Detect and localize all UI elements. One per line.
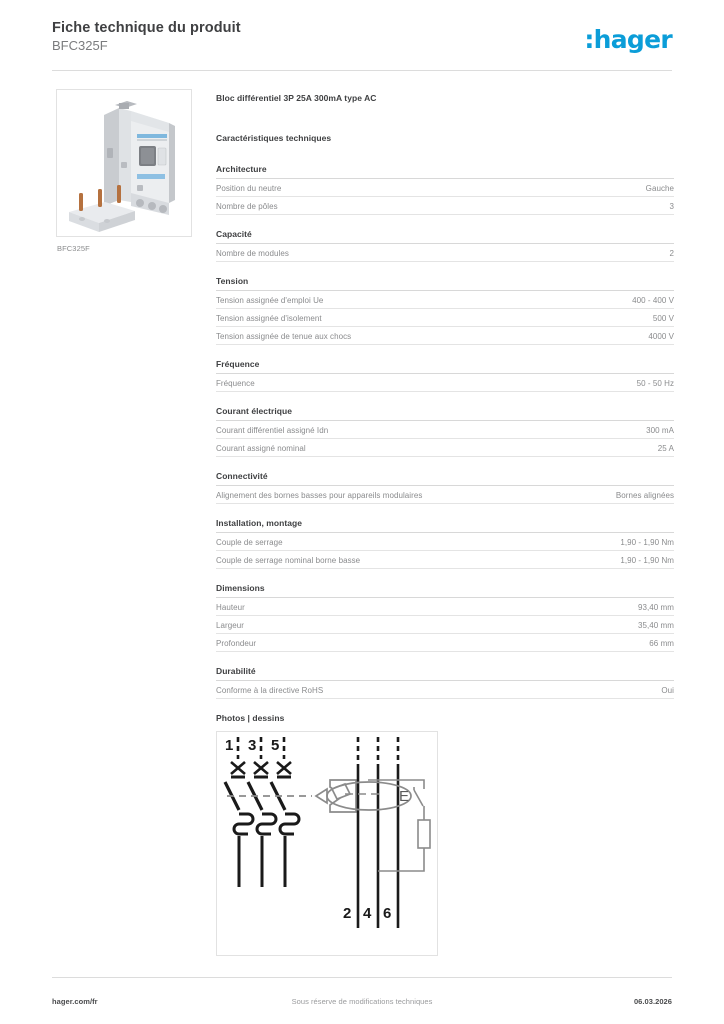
row-label: Largeur (216, 620, 244, 630)
section-title: Durabilité (216, 666, 674, 681)
row-label: Fréquence (216, 378, 255, 388)
table-row (216, 533, 674, 551)
hager-logo[interactable]: :hager (584, 25, 672, 54)
spec-section-courant-electrique (216, 406, 674, 457)
footer-website-link[interactable]: hager.com/fr (52, 997, 98, 1006)
terminal-label-3: 3 (248, 737, 257, 754)
row-value: 500 V (652, 313, 674, 323)
product-photo-image (57, 90, 191, 236)
table-row (216, 421, 674, 439)
row-label: Profondeur (216, 638, 257, 648)
footer-date: 06.03.2026 (633, 997, 672, 1006)
table-row (216, 197, 674, 215)
table-row (216, 439, 674, 457)
row-label: Position du neutre (216, 183, 282, 193)
spec-section-capacite (216, 229, 674, 262)
product-name: Bloc différentiel 3P 25A 300mA type AC (216, 93, 377, 103)
spec-heading: Caractéristiques techniques (216, 133, 332, 143)
table-row (216, 179, 674, 197)
row-value: 1,90 - 1,90 Nm (620, 555, 674, 565)
wiring-diagram-box (216, 731, 438, 956)
terminal-label-2: 2 (343, 905, 352, 922)
row-label: Conforme à la directive RoHS (216, 685, 324, 695)
table-row (216, 598, 674, 616)
wiring-diagram-rcd-3p (217, 732, 437, 955)
table-row (216, 616, 674, 634)
footer-disclaimer: Sous réserve de modifications techniques (291, 997, 433, 1006)
row-label: Tension assignée d'emploi Ue (216, 295, 324, 305)
spec-section-dimensions (216, 583, 674, 652)
spec-section-tension (216, 276, 674, 345)
product-photo-caption: BFC325F (57, 244, 90, 253)
product-photo (56, 89, 192, 237)
spec-section-connectivite (216, 471, 674, 504)
row-value: Bornes alignées (615, 490, 674, 500)
row-label: Tension assignée d'isolement (216, 313, 322, 323)
row-value: 2 (669, 248, 674, 258)
row-value: Gauche (645, 183, 674, 193)
page-footer (52, 997, 672, 1009)
row-value: 93,40 mm (638, 602, 674, 612)
row-value: Oui (661, 685, 674, 695)
row-label: Alignement des bornes basses pour appareils modulaires (216, 490, 423, 500)
row-label: Courant différentiel assigné Idn (216, 425, 329, 435)
row-value: 66 mm (649, 638, 674, 648)
drawings-heading: Photos | dessins (216, 713, 285, 723)
section-title: Dimensions (216, 583, 674, 598)
table-row (216, 486, 674, 504)
row-value: 25 A (657, 443, 674, 453)
table-row (216, 244, 674, 262)
row-value: 50 - 50 Hz (636, 378, 674, 388)
terminal-label-1: 1 (225, 737, 234, 754)
section-title: Installation, montage (216, 518, 674, 533)
row-label: Hauteur (216, 602, 245, 612)
product-reference: BFC325F (52, 38, 108, 53)
header-divider (52, 70, 672, 71)
row-label: Couple de serrage (216, 537, 283, 547)
section-title: Courant électrique (216, 406, 674, 421)
section-title: Capacité (216, 229, 674, 244)
spec-section-frequence (216, 359, 674, 392)
row-value: 4000 V (648, 331, 674, 341)
section-title: Fréquence (216, 359, 674, 374)
row-label: Tension assignée de tenue aux chocs (216, 331, 352, 341)
footer-divider (52, 977, 672, 978)
table-row (216, 309, 674, 327)
terminal-label-5: 5 (271, 737, 280, 754)
spec-content (216, 93, 674, 956)
row-value: 1,90 - 1,90 Nm (620, 537, 674, 547)
table-row (216, 681, 674, 699)
table-row (216, 327, 674, 345)
table-row (216, 291, 674, 309)
test-circuit-label: E (399, 788, 410, 805)
row-value: 3 (669, 201, 674, 211)
table-row (216, 551, 674, 569)
table-row (216, 374, 674, 392)
row-value: 35,40 mm (638, 620, 674, 630)
row-label: Nombre de pôles (216, 201, 278, 211)
section-title: Connectivité (216, 471, 674, 486)
row-value: 400 - 400 V (632, 295, 674, 305)
section-title: Architecture (216, 164, 674, 179)
section-title: Tension (216, 276, 674, 291)
page-title: Fiche technique du produit (52, 20, 241, 36)
spec-section-installation-montage (216, 518, 674, 569)
row-label: Courant assigné nominal (216, 443, 306, 453)
table-row (216, 634, 674, 652)
page-header (52, 20, 672, 64)
spec-section-durabilite (216, 666, 674, 699)
spec-section-architecture (216, 164, 674, 215)
terminal-label-4: 4 (363, 905, 372, 922)
row-label: Couple de serrage nominal borne basse (216, 555, 361, 565)
terminal-label-6: 6 (383, 905, 392, 922)
row-label: Nombre de modules (216, 248, 289, 258)
row-value: 300 mA (646, 425, 674, 435)
